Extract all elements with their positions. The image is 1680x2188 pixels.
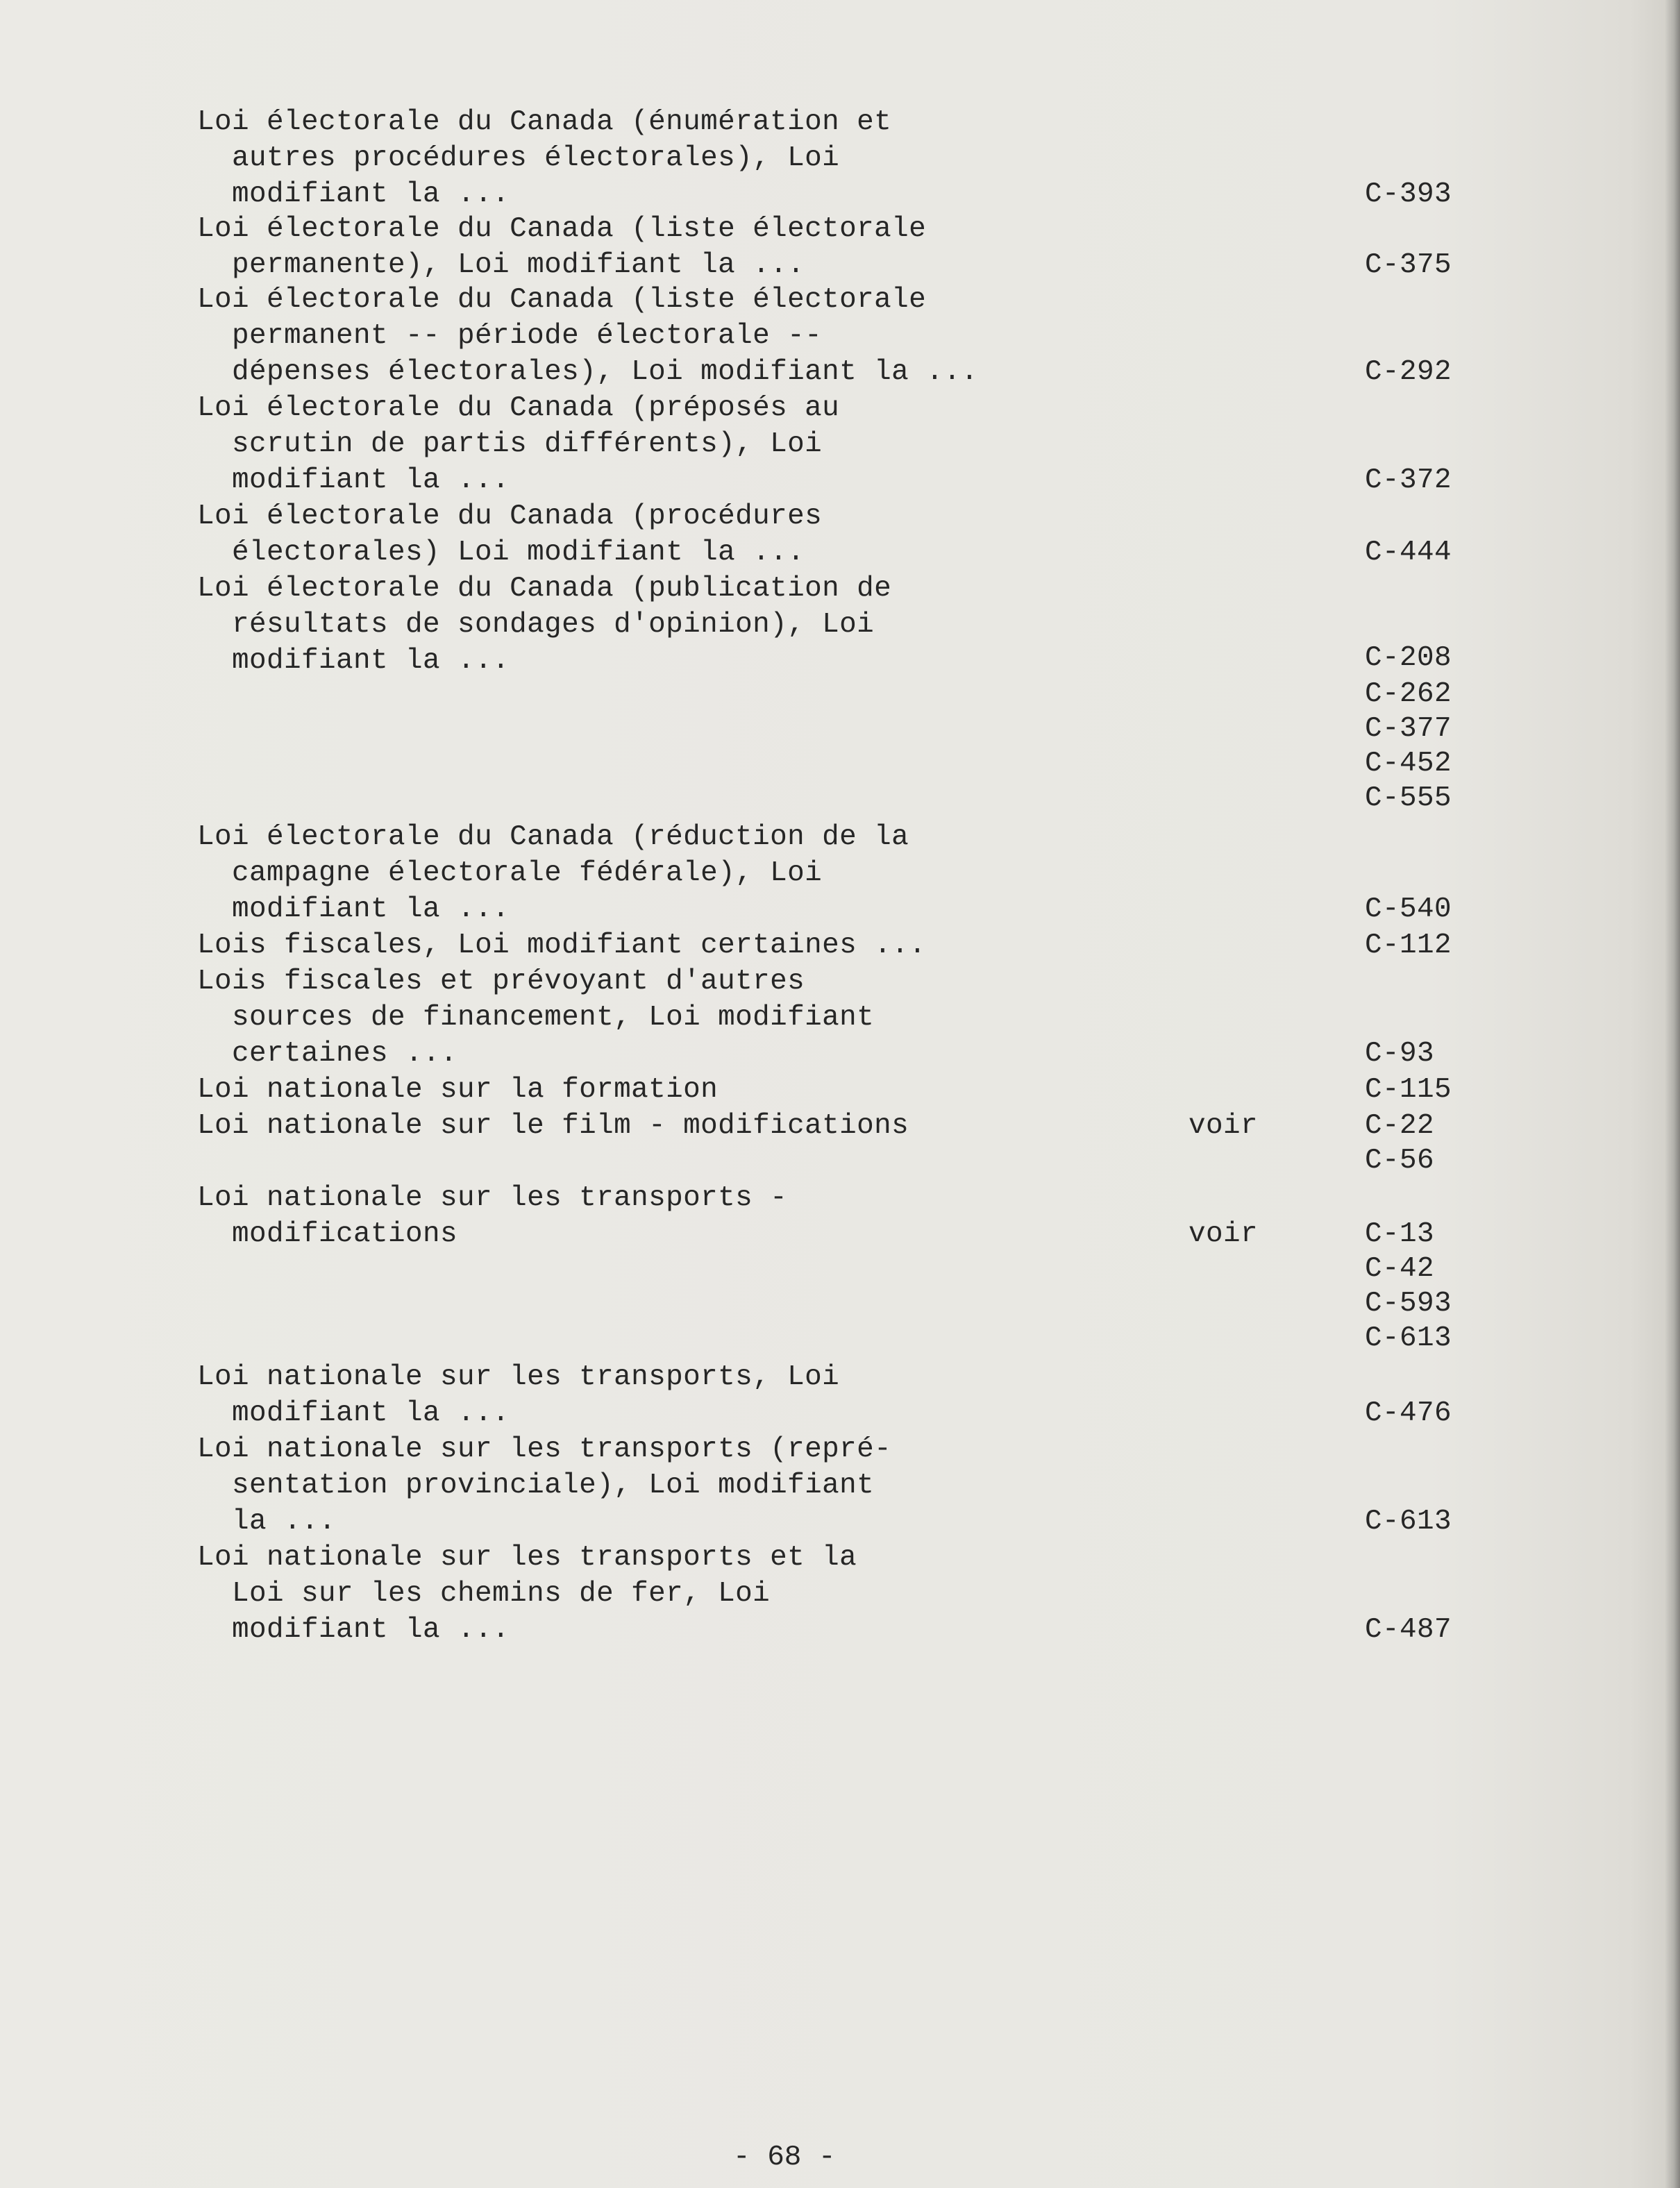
bill-number: C-13 (1365, 1218, 1435, 1250)
entry-text-line: permanente), Loi modifiant la ... (232, 249, 805, 281)
entry-text-line: Loi nationale sur le film - modifications (197, 1110, 909, 1142)
entry-text-line: Loi électorale du Canada (liste électorale (197, 213, 927, 245)
bill-number: C-555 (1365, 782, 1452, 814)
bill-number: C-22 (1365, 1110, 1435, 1142)
entry-text-line: Loi nationale sur les transports et la (197, 1542, 857, 1574)
entry-text-line: Loi électorale du Canada (énumération et (197, 106, 892, 138)
bill-number: C-487 (1365, 1614, 1452, 1646)
entry-text-line: Loi nationale sur la formation (197, 1074, 719, 1106)
entry-text-line: modifiant la ... (232, 1614, 510, 1646)
entry-text-line: Loi nationale sur les transports, Loi (197, 1361, 840, 1393)
bill-number: C-372 (1365, 464, 1452, 496)
page-number: - 68 - (733, 2141, 836, 2173)
entry-text-line: Loi nationale sur les transports - (197, 1182, 788, 1214)
bill-number: C-540 (1365, 893, 1452, 925)
entry-text-line: Loi électorale du Canada (procédures (197, 500, 823, 532)
entry-text-line: modifiant la ... (232, 1397, 510, 1429)
entry-text-line: Loi nationale sur les transports (repré- (197, 1433, 892, 1465)
entry-text-line: Lois fiscales, Loi modifiant certaines ... (197, 929, 927, 961)
entry-text-line: sentation provinciale), Loi modifiant (232, 1470, 875, 1501)
bill-number: C-93 (1365, 1038, 1435, 1070)
bill-number: C-375 (1365, 249, 1452, 281)
entry-text-line: permanent -- période électorale -- (232, 320, 823, 352)
entry-text-line: dépenses électorales), Loi modifiant la ... (232, 356, 979, 388)
bill-number: C-208 (1365, 642, 1452, 674)
bill-number: C-613 (1365, 1322, 1452, 1354)
bill-number: C-613 (1365, 1506, 1452, 1538)
entry-text-line: sources de financement, Loi modifiant (232, 1002, 875, 1034)
entry-text-line: électorales) Loi modifiant la ... (232, 537, 805, 569)
see-reference-label: voir (1188, 1110, 1259, 1142)
bill-number: C-476 (1365, 1397, 1452, 1429)
bill-number: C-452 (1365, 748, 1452, 780)
entry-text-line: modifiant la ... (232, 645, 510, 677)
bill-number: C-262 (1365, 678, 1452, 710)
entry-text-line: scrutin de partis différents), Loi (232, 428, 823, 460)
entry-text-line: Loi électorale du Canada (liste électorale (197, 284, 927, 316)
entry-text-line: modifiant la ... (232, 464, 510, 496)
entry-text-line: Loi électorale du Canada (publication de (197, 573, 892, 605)
bill-number: C-42 (1365, 1253, 1435, 1285)
entry-text-line: autres procédures électorales), Loi (232, 142, 840, 174)
entry-text-line: campagne électorale fédérale), Loi (232, 857, 823, 889)
entry-text-line: Loi électorale du Canada (préposés au (197, 392, 840, 424)
entry-text-line: Loi électorale du Canada (réduction de la (197, 821, 909, 853)
bill-number: C-112 (1365, 929, 1452, 961)
entry-text-line: Lois fiscales et prévoyant d'autres (197, 966, 805, 998)
entry-text-line: résultats de sondages d'opinion), Loi (232, 609, 875, 641)
see-reference-label: voir (1188, 1218, 1259, 1250)
entry-text-line: modifiant la ... (232, 893, 510, 925)
entry-text-line: la ... (232, 1506, 337, 1538)
bill-number: C-377 (1365, 713, 1452, 745)
bill-number: C-393 (1365, 178, 1452, 210)
entry-text-line: modifications (232, 1218, 458, 1250)
entry-text-line: modifiant la ... (232, 178, 510, 210)
bill-number: C-292 (1365, 356, 1452, 388)
entry-text-line: certaines ... (232, 1038, 458, 1070)
bill-number: C-56 (1365, 1145, 1435, 1177)
bill-number: C-444 (1365, 537, 1452, 569)
entry-text-line: Loi sur les chemins de fer, Loi (232, 1578, 771, 1610)
bill-number: C-593 (1365, 1288, 1452, 1320)
bill-number: C-115 (1365, 1074, 1452, 1106)
